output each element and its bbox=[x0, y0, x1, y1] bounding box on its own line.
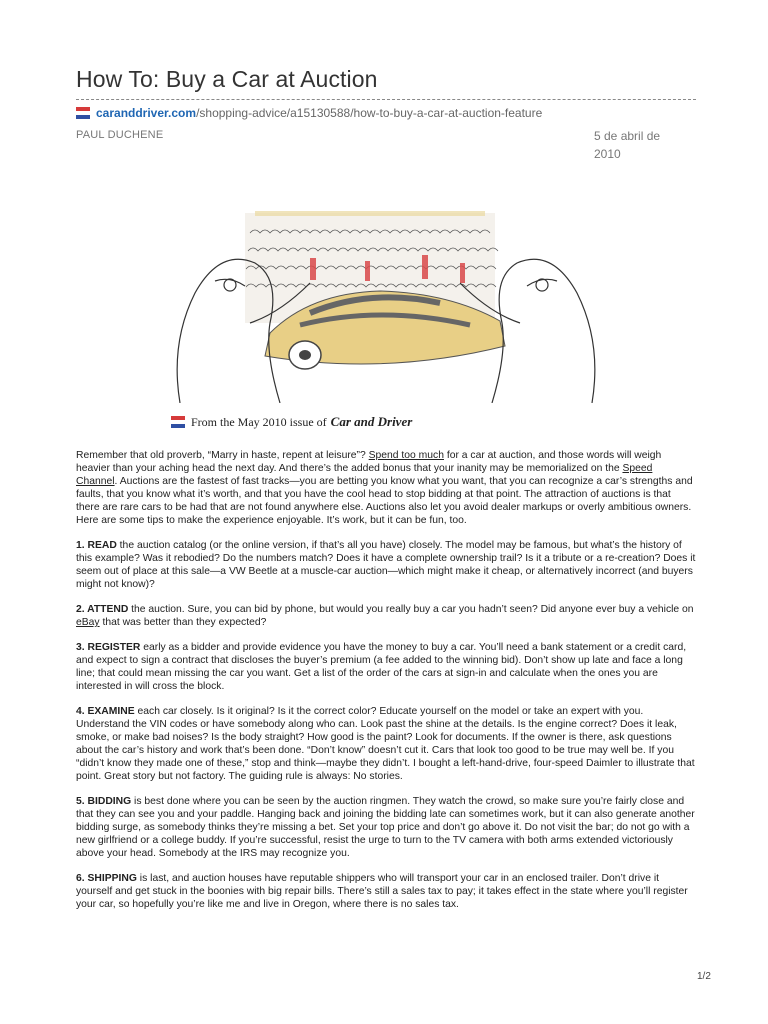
source-domain-link[interactable]: caranddriver.com bbox=[96, 106, 197, 120]
tip-read: 1. READ the auction catalog (or the online version, if that’s all you have) closely. The model may be famous, but what’s the history of this example? Was it rebodied? Do the numbers match? Does it have a complete ownership trail? Is it a tribute or a re-creation? Does it seem out of place at this sale—a VW Beetle at a muscle-car auction—which might make it cheap, or alternatively incorrect (and buyers might not know)? bbox=[76, 540, 696, 590]
title-divider bbox=[76, 99, 696, 100]
tip-label: 1. READ bbox=[76, 540, 117, 551]
auction-illustration bbox=[160, 203, 612, 403]
article-title: How To: Buy a Car at Auction bbox=[76, 66, 378, 92]
caption-text: From the May 2010 issue of bbox=[191, 414, 327, 429]
tip-bidding: 5. BIDDING is best done where you can be seen by the auction ringmen. They watch the crowd, so make sure you’re fairly close and that they can see you and your paddle. Hanging back and joining the bidding late can sometimes work, but it can also generate another bidding surge, as somebody thinks they’re missing a bet. Set your top price and don’t go above it. Do not visit the bar; do not go with a new girlfriend or a college buddy. If you’re successful, resist the urge to turn to the TV camera with both arms extended victoriously above your head. Somebody at the IRS may recognize you. bbox=[76, 796, 695, 859]
publish-date: 5 de abril de 2010 bbox=[594, 129, 661, 161]
source-path: /shopping-advice/a15130588/how-to-buy-a-car-at-auction-feature bbox=[196, 106, 543, 120]
tip-register: 3. REGISTER early as a bidder and provide evidence you have the money to buy a car. You’ll need a bank statement or a credit card, and expect to sign a contract that discloses the buyer’s premium (a fee added to the winning bid). Don’t show up late and face a long line; that could mean missing the car you want. Get a list of the order of the cars at sign-in and calculate when the ones you are interested in will cross the block. bbox=[76, 642, 687, 692]
intro-paragraph: Remember that old proverb, “Marry in haste, repent at leisure”? Spend too much for a car at auction, and those words will weigh heavier than your aching head the next day. And there’s the added bonus that your inanity may be memorialized on the Speed Channel. Auctions are the fastest of fast tracks—you are betting you know what you want, that you can recognize a car’s strengths and faults, that you know what it’s worth, and that you have the cool head to stop bidding at that point. The attraction of auctions is that there are rare cars to be had that are not found anywhere else. Auctions also let you avoid dealer markups or overly ambitious owners. Here are some tips to make the experience enjoyable. It’s work, but it can be fun, too. bbox=[76, 450, 693, 526]
tip-label: 2. ATTEND bbox=[76, 604, 129, 615]
tip-examine: 4. EXAMINE each car closely. Is it original? Is it the correct color? Educate yourself on the model or take an expert with you. Understand the VIN codes or have somebody along who can. Look past the shine at the details. Is the engine correct? Does it leak, smoke, or make bad noises? Is the body straight? How good is the paint? Look for documents. If the owner is there, ask questions about the car’s history and work that’s been done. “Don’t know” doesn’t cut it. Cars that look too good to be true may well be. If you “didn’t know they made one of these,” stop and think—maybe they didn’t. I bought a left-hand-drive, four-speed Daimler to illustrate that point. Great story but not factory. The guiding rule is always: No stories. bbox=[76, 706, 695, 782]
speed-channel-link[interactable]: Speed Channel bbox=[76, 463, 653, 487]
tip-label: 4. EXAMINE bbox=[76, 706, 135, 717]
article-body bbox=[76, 449, 696, 923]
author-name: PAUL DUCHENE bbox=[76, 129, 164, 141]
flag-icon bbox=[171, 416, 185, 428]
source-line bbox=[76, 106, 542, 120]
flag-icon bbox=[76, 107, 90, 119]
tip-label: 6. SHIPPING bbox=[76, 873, 137, 884]
spend-too-much-link[interactable]: Spend too much bbox=[368, 450, 444, 461]
image-caption bbox=[171, 414, 412, 430]
tip-label: 3. REGISTER bbox=[76, 642, 141, 653]
tip-attend: 2. ATTEND the auction. Sure, you can bid by phone, but would you really buy a car you hadn’t seen? Did anyone ever buy a vehicle on eBay that was better than they expected? bbox=[76, 604, 694, 628]
ebay-link[interactable]: eBay bbox=[76, 617, 100, 628]
tip-label: 5. BIDDING bbox=[76, 796, 132, 807]
tip-shipping: 6. SHIPPING is last, and auction houses have reputable shippers who will transport your car in an enclosed trailer. Don’t drive it yourself and get stuck in the boonies with big repair bills. There’s still a sales tax to pay; it takes effect in the state where you’ll register your car, so hopefully you’re like me and live in Oregon, where there is no sales tax. bbox=[76, 873, 688, 910]
page-number: 1/2 bbox=[697, 971, 711, 982]
caption-magazine: Car and Driver bbox=[330, 414, 413, 429]
